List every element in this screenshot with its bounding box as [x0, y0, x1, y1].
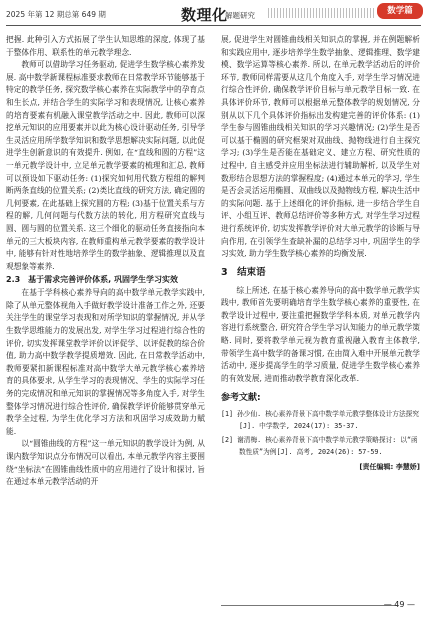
section-tag: 解题研究	[225, 11, 255, 20]
journal-brand: 数理化	[181, 6, 228, 24]
paragraph: 展, 促进学生对圆锥曲线相关知识点的掌握, 并在例题解析和实践应用中, 逐步培养学生数学抽象、逻辑推理、数学建模、数学运算等核心素养. 所以, 在单元教学活动后的评价环节, 教师同样需要从这几个角度入手, 对学生学习情况进行综合性评价, 确保教学评价目标与单元教学目标一致. 在具体评价环节, 教师可以根据单元整体教学的规划情况, 分别从以下几个具体评价指标出发构建完善的评价体系: (1)学生参与圆锥曲线相关知识的学习兴趣情况; (2)学生是否可以基于椭圆的研究框架对双曲线、抛物线进行自主探究学习; (3)学生是否能在基础定义、建立方程、研究性质的过程中, 自主感受并应用坐标法进行辅助解析, 以及学生对数形结合思想方法的掌握程度; (4)通过本单元的学习, 学生是否会灵活运用椭圆、双曲线以及抛物线方程, 解决生活中的实际问题. 基于上述细化的评价指标, 进一步结合学生自评、小组互评、教师总结评价等多种方式, 对学生学习过程进行系统评价, 切实发挥教学评价对大单元教学的诊断与导向作用, 在引领学生查缺补漏的总结学习中, 巩固学生的学习实效, 助力学生数学核心素养的均衡发展.	[221, 35, 420, 259]
paragraph: 以“圆锥曲线的方程”这一单元知识的教学设计为例, 从课内数学知识点分布情况可以看出, 本单元教学内容主要围绕“坐标法”在圆锥曲线性质中的应用进行了设计和探讨, 旨在通过本单元教学活动的开	[6, 439, 205, 487]
left-column	[6, 34, 205, 489]
decorative-stripe	[268, 8, 374, 18]
subsection-heading: 2.3 基于需求完善评价体系, 巩固学生学习实效	[6, 275, 178, 285]
page-number: — 49 —	[383, 600, 415, 609]
paragraph: 教师可以借助学习任务驱动, 促进学生数学核心素养发展. 高中数学新课程标准要求教师在日常教学环节能够基于特定的教学任务, 探究数学核心素养在实际教学中的孕育点和生长点, 并结合学生的实际学习和表现情况, 让核心素养的培育要素有机融入课堂教学活动之中. 因此, 教师可以深挖单元知识的应用要素并以此为核心设计驱动任务, 引导学生灵活应用所学数学知识和数学思想解决实际问题, 以此促进学生创新意识的有效提升. 例如, 在“直线和圆的方程”这一单元教学设计中, 立足单元教学要素的梳理和汇总, 教师可以预设如下驱动任务: (1)探究如何用代数方程组的解判断两条直线的位置关系; (2)类比直线的研究方法, 确定圆的几何要素, 在此基础上探究圆的方程; (3)基于位置关系与方程的解, 几何问题与代数方法的转化, 用方程研究直线与圆、圆与圆的位置关系. 这三个细化的驱动任务直接指向本单元的三大板块内容, 在教师重构单元教学要素的教学设计中, 能够有针对性地培养学生的数学抽象、逻辑推理以及直观想象等素养.	[6, 60, 205, 271]
magazine-badge: 数学篇	[377, 3, 423, 19]
footer-rule	[221, 605, 397, 606]
page-header	[0, 0, 427, 30]
paragraph: 综上所述, 在基于核心素养导向的高中数学单元教学实践中, 教师首先要明确培育学生数学核心素养的重要性, 在教学设计过程中, 要注重把握数学学科本质, 对单元教学内容进行系统整合, 研究符合学生学习认知能力的单元教学策略. 同时, 要将教学单元视为教育重视融入教育主体教学, 带领学生高中数学的备课习惯, 在由简入难中开展单元教学活动中, 逐步提高学生的学习质量, 促进学生数学核心素养的有效发展, 进而推动教学教育深化改革.	[221, 285, 420, 383]
section-heading: 3 结束语	[221, 266, 266, 278]
editor-credit: [责任编辑: 李慧娇]	[359, 463, 420, 472]
reference-item: [2] 谢清梅. 核心素养背景下高中数学单元教学策略探讨: 以“函数性质”为例[J]. 高考, 2024(26): 57-59.	[221, 436, 418, 456]
references-title: 参考文献:	[221, 393, 261, 404]
issue-info: 2025 年第 12 期总第 649 期	[6, 10, 106, 19]
reference-item: [1] 孙少仙. 核心素养背景下高中数学单元教学整体设计方法探究[J]. 中学数学, 2024(17): 35-37.	[221, 410, 420, 430]
paragraph: 把握. 此种引入方式拓展了学生认知思维的深度, 体现了基于整体作用、联系性的单元教学理念.	[6, 35, 205, 57]
paragraph: 在基于学科核心素养导向的高中数学单元教学实践中, 除了从单元整体视角入手做好教学设计准备工作之外, 还要关注学生的课堂学习表现和对所学知识的掌握情况, 并从学生数学思维能力的发展出发, 对学生学习过程进行综合性的评价, 切实发挥课堂教学评价以评促学、以评促教的综合价值, 助力高中数学教学提质增效. 因此, 在日常教学活动中, 教师要紧扣新课程标准对高中数学大单元教学核心素养培育的具体要求, 从学生学习的表现情况、学生的实际学习任务的完成情况和单元知识的掌握情况等多角度入手, 对学生整体学习情况进行综合性评价, 确保教学评价能够贯穿单元教学全过程, 为学生优化学习方法和巩固学习成效助力赋能.	[6, 288, 205, 436]
right-column	[221, 34, 420, 472]
header-rule	[6, 25, 421, 26]
